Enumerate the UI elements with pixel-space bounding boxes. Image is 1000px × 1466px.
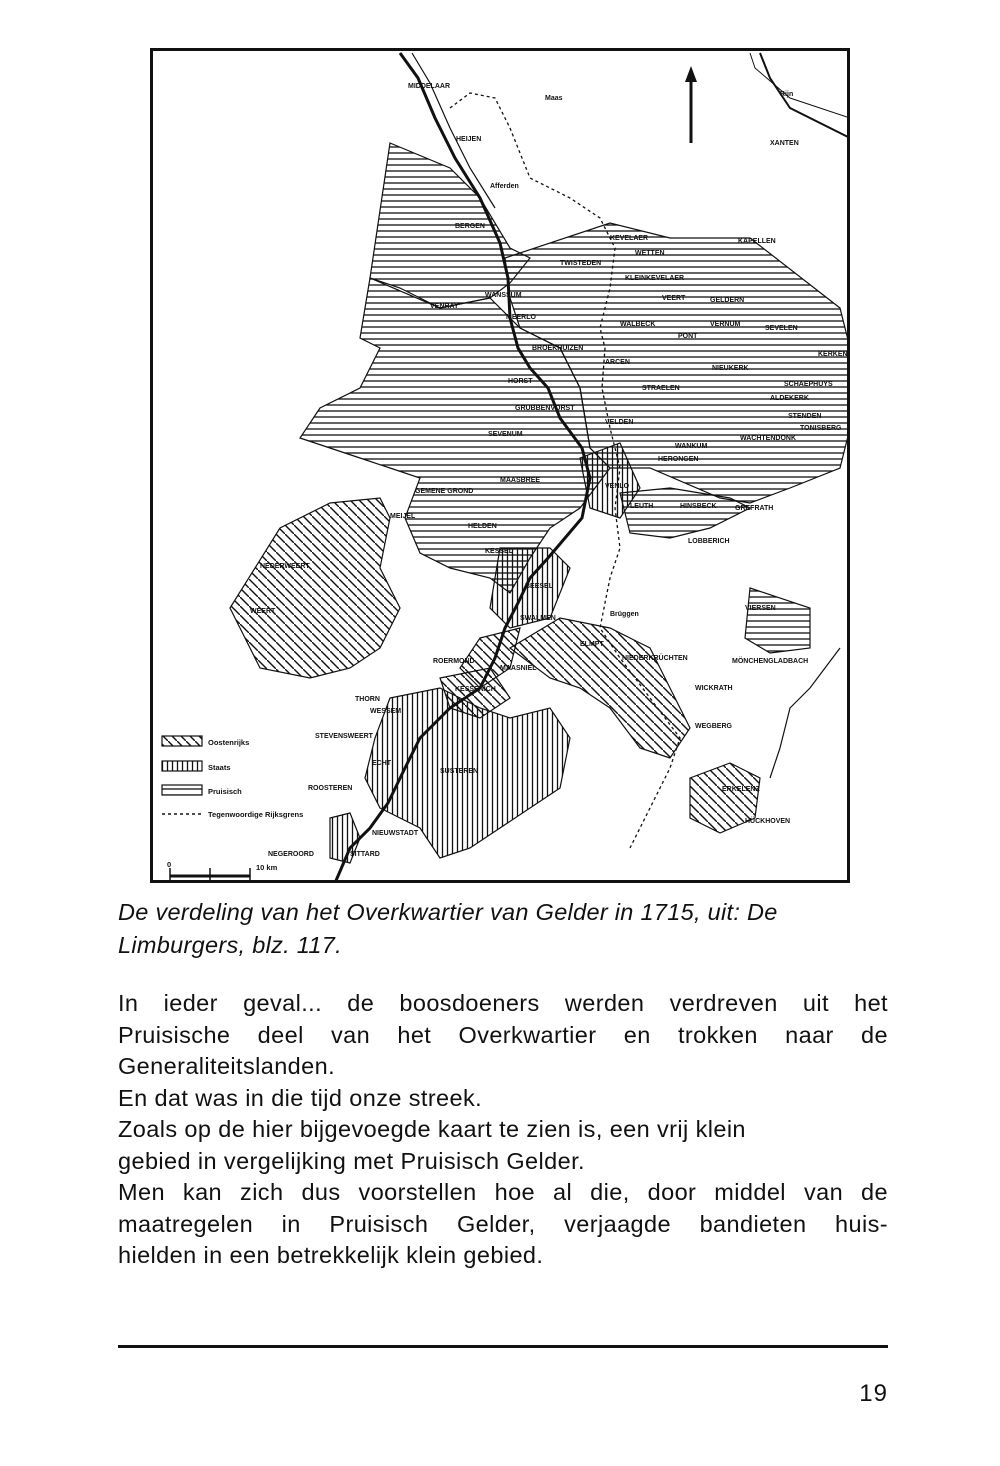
town-label: BERGEN (455, 223, 485, 230)
town-label: KERKEN (818, 351, 848, 358)
legend-swatch-pruisisch (162, 785, 202, 795)
town-label: WALBECK (620, 321, 656, 328)
text-line: En dat was in die tijd onze streek. (118, 1084, 483, 1111)
text-line: Generaliteitslanden. (118, 1053, 336, 1079)
town-label: KESSENICH (455, 686, 496, 693)
legend-label: Tegenwoordige Rijksgrens (208, 810, 304, 819)
town-label: ROERMOND (433, 658, 475, 665)
legend-label: Pruisisch (208, 787, 242, 796)
legend-swatch-oostenrijks (162, 736, 202, 746)
town-label: SCHAEPHUYS (784, 381, 833, 388)
town-label: SEVENUM (488, 431, 523, 438)
legend-swatch-staats (162, 761, 202, 771)
town-label: SWALMEN (520, 615, 556, 622)
town-label: SITTARD (350, 851, 380, 858)
town-label: HINSBECK (680, 503, 717, 510)
text-line: gebied in vergelijking met Pruisisch Gelder. (118, 1147, 585, 1174)
town-label: WACHTENDONK (740, 435, 796, 442)
town-label: NEGEROORD (268, 851, 314, 858)
town-label: ALDEKERK (770, 395, 809, 402)
town-label: VIERSEN (745, 605, 776, 612)
town-label: MEERLO (506, 314, 536, 321)
town-label: Afferden (490, 183, 519, 190)
map-legend (162, 736, 303, 819)
text-line: maatregelen in Pruisisch Gelder, verjaagde bandieten huis- (118, 1210, 888, 1237)
town-label: MAASBREE (500, 477, 541, 484)
town-label: THORN (355, 696, 380, 703)
town-label: SEVELEN (765, 325, 798, 332)
town-label: BROEKHUIZEN (532, 345, 584, 352)
text-line: Men kan zich dus voorstellen hoe al die, door middel van de (118, 1179, 888, 1205)
town-label: ELMPT (580, 641, 604, 648)
text-line: hielden in een betrekkelijk klein gebied. (118, 1242, 544, 1268)
town-label: WETTEN (635, 250, 665, 257)
town-label: GELDERN (710, 297, 745, 304)
town-label: ERKELENZ (722, 786, 760, 793)
town-label: STEVENSWEERT (315, 733, 373, 740)
north-arrow-icon (685, 66, 697, 143)
town-label: MAASNIEL (500, 665, 537, 672)
page-number: 19 (859, 1380, 888, 1407)
town-label: TWISTEDEN (560, 260, 602, 267)
town-label: Rijn (780, 91, 794, 98)
town-label: HÜCKHOVEN (745, 818, 791, 825)
town-label: KESSEL (485, 548, 514, 555)
town-label: NIEUKERK (712, 365, 749, 372)
town-label: BEESEL (525, 583, 554, 590)
town-label: ROOSTEREN (308, 785, 353, 792)
rijn-river (760, 53, 850, 138)
town-label: ARCEN (605, 359, 630, 366)
town-label: PONT (678, 333, 698, 340)
town-label: XANTEN (770, 140, 799, 147)
town-label: KEVELAER (610, 235, 649, 242)
text-line: Pruisische deel van het Overkwartier en trokken naar de (118, 1021, 888, 1048)
town-label: MEIJEL (390, 513, 416, 520)
town-label: MIDDELAAR (408, 83, 450, 90)
town-label: KLEINKEVELAER (625, 275, 685, 282)
legend-label: Staats (208, 763, 231, 772)
scale-label: 0 (167, 860, 172, 869)
town-label: LOBBERICH (688, 538, 730, 545)
text-line: Zoals op de hier bijgevoegde kaart te zien is, een vrij klein (118, 1116, 746, 1142)
town-label: LEUTH (630, 503, 654, 510)
town-label: NIEDERKRÜCHTEN (622, 655, 688, 662)
text-line: In ieder geval... de boosdoeners werden verdreven uit het (118, 990, 888, 1016)
town-label: SUSTEREN (440, 768, 479, 775)
town-label: WEGBERG (695, 723, 732, 730)
town-label: GREFRATH (735, 505, 774, 512)
town-label: HERONGEN (658, 456, 699, 463)
town-label: KAPELLEN (738, 238, 776, 245)
town-label: STRAELEN (642, 385, 680, 392)
horizontal-rule (118, 1345, 888, 1348)
historical-map (150, 48, 850, 883)
town-label: WESSEM (370, 708, 402, 715)
town-label: TONISBERG (800, 425, 842, 432)
town-label: VENRAY (430, 303, 459, 310)
legend-label: Oostenrijks (208, 738, 250, 747)
town-label: Maas (545, 95, 563, 102)
town-label: VEERT (662, 295, 686, 302)
town-label: VELDEN (605, 419, 634, 426)
town-label: NEDERWEERT (260, 563, 310, 570)
town-label: MÖNCHENGLADBACH (732, 658, 809, 665)
town-label: GEMENE GROND (415, 488, 474, 495)
town-label: GRUBBENVORST (515, 405, 575, 412)
town-label: VENLO (605, 483, 630, 490)
town-label: WANKUM (675, 443, 708, 450)
town-label: WANSSUM (485, 292, 522, 299)
body-paragraph (118, 988, 888, 1272)
figure-caption: De verdeling van het Overkwartier van Gelder in 1715, uit: De Limburgers, blz. 117. (118, 899, 778, 958)
town-label: HORST (508, 378, 533, 385)
town-label: HEIJEN (456, 136, 482, 143)
town-label: STENDEN (788, 413, 822, 420)
town-label: WEERT (250, 608, 276, 615)
scale-bar (167, 860, 278, 880)
town-label: Brüggen (610, 611, 639, 618)
town-label: VERNUM (710, 321, 741, 328)
town-label: NIEUWSTADT (372, 830, 419, 837)
scale-label: 10 km (256, 863, 278, 872)
town-label: ECHT (372, 760, 392, 767)
town-label: HELDEN (468, 523, 497, 530)
town-label: WICKRATH (695, 685, 733, 692)
